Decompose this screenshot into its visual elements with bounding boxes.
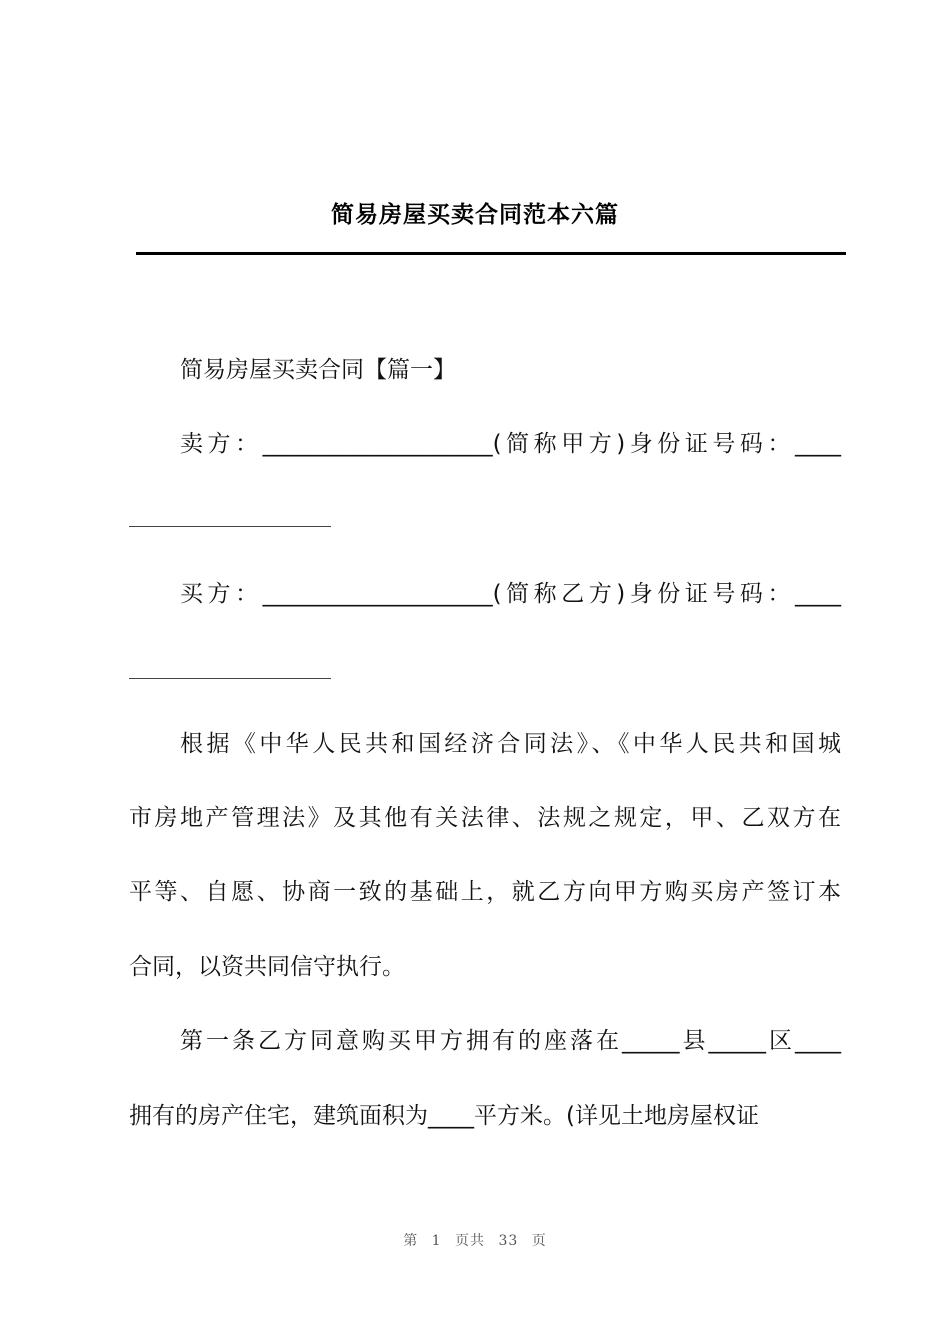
preamble-line-3: 平等、自愿、协商一致的基础上，就乙方向甲方购买房产签订本 [129,879,841,905]
buyer-line: 买方：____________________(简称乙方)身份证号码：____ [180,581,841,607]
preamble-line-4: 合同，以资共同信守执行。 [129,954,405,980]
title-underline [136,252,846,255]
seller-line: 卖方：____________________(简称甲方)身份证号码：____ [180,431,841,457]
seller-id-blank-continuation [129,526,331,527]
buyer-id-blank-continuation [129,678,331,679]
document-title: 简易房屋买卖合同范本六篇 [331,201,619,228]
page-number-footer: 第 1 页共 33 页 [403,1233,547,1249]
preamble-line-2: 市房地产管理法》及其他有关法律、法规之规定，甲、乙双方在 [129,805,841,831]
article1-line-1: 第一条乙方同意购买甲方拥有的座落在_____县_____区____ [180,1028,841,1054]
preamble-line-1: 根据《中华人民共和国经济合同法》、《中华人民共和国城 [180,731,841,757]
article1-line-2: 拥有的房产住宅，建筑面积为____平方米。(详见土地房屋权证 [129,1103,759,1129]
section-heading: 简易房屋买卖合同【篇一】 [180,357,456,383]
